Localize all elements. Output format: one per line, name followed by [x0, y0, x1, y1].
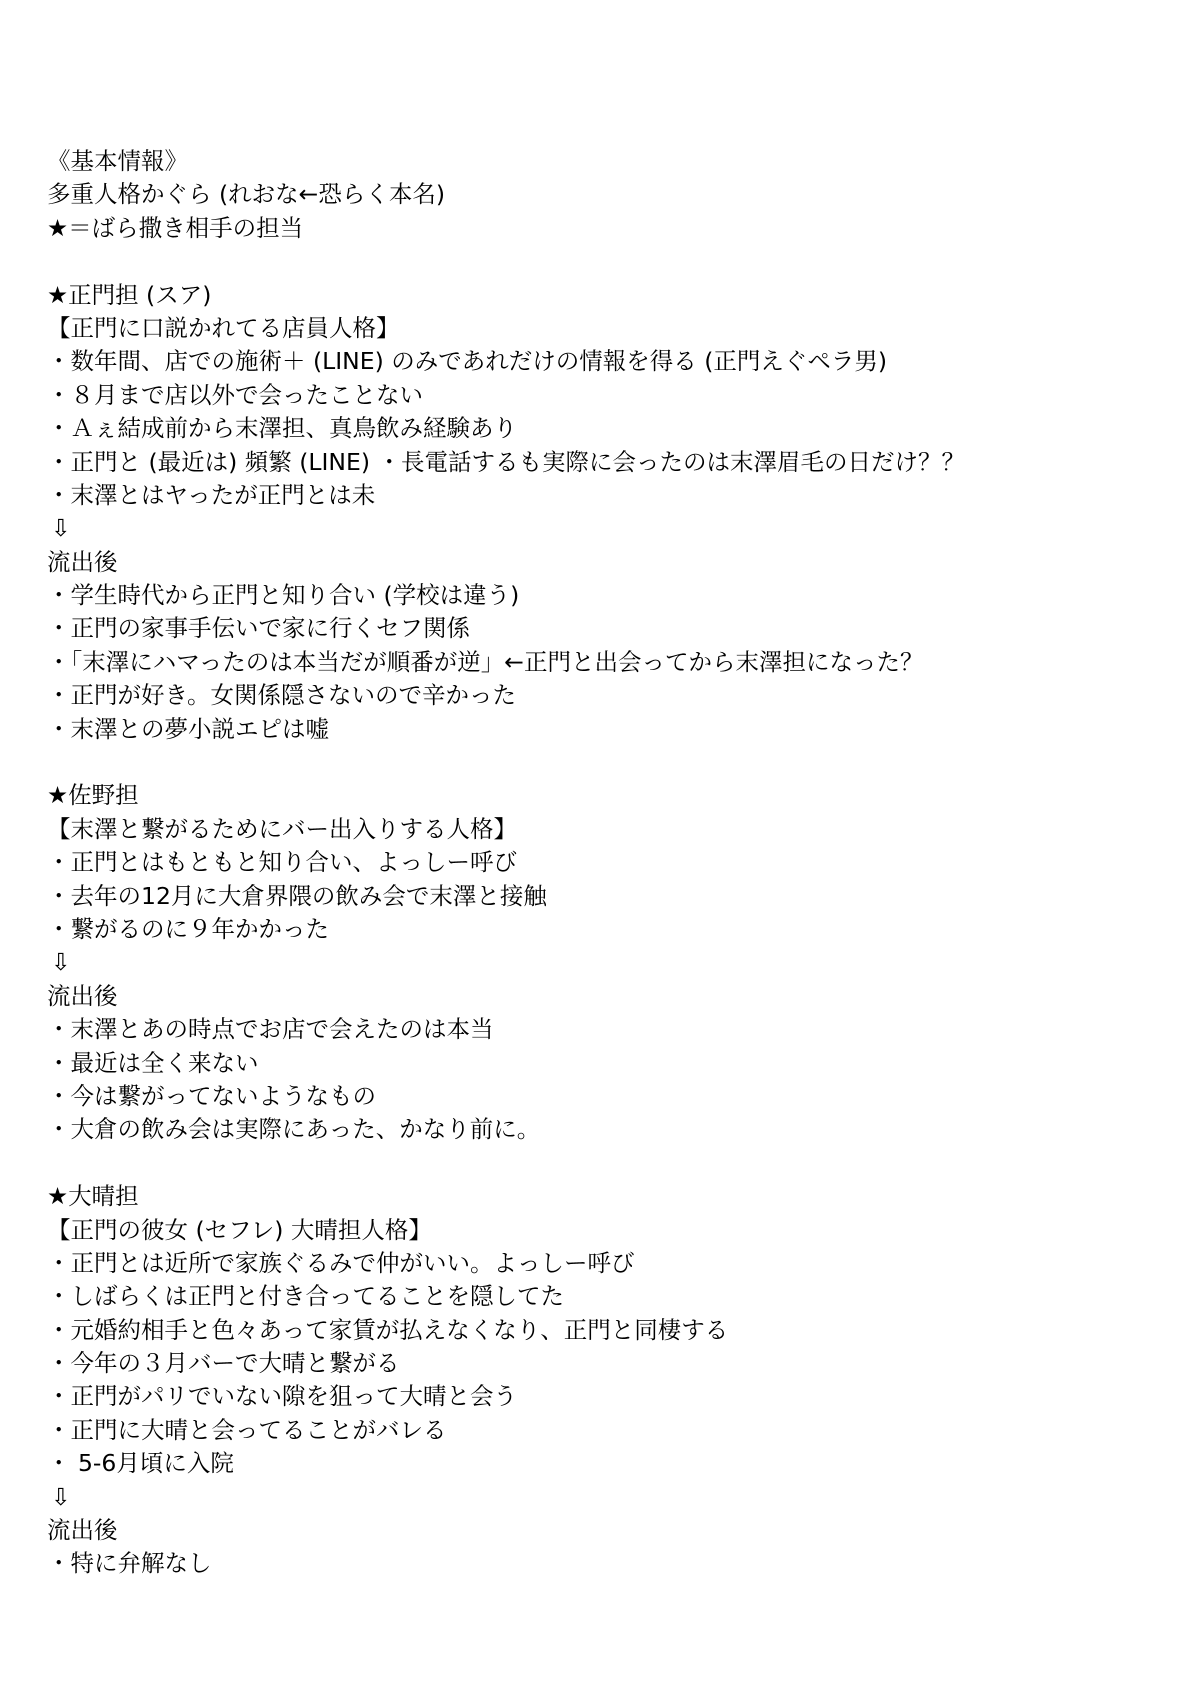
list-item: ・正門が好き。女関係隠さないので辛かった [47, 681, 517, 710]
list-item: ・学生時代から正門と知り合い (学校は違う) [47, 581, 520, 610]
list-item: ・「末澤にハマったのは本当だが順番が逆」←正門と出会ってから末澤担になった？ [47, 647, 924, 676]
list-item: ・大倉の飲み会は実際にあった、かなり前に。 [47, 1115, 541, 1144]
down-arrow-icon: ⇩ [51, 514, 71, 543]
list-item: ・ 5-6月頃に入院 [47, 1449, 234, 1478]
intro-line: ★＝ばら撒き相手の担当 [47, 213, 304, 242]
section-title: ★大晴担 [47, 1182, 139, 1211]
list-item: ・末澤とはヤったが正門とは未 [47, 480, 376, 509]
list-item: ・しばらくは正門と付き合ってることを隠してた [47, 1282, 564, 1311]
list-item: ・正門と (最近は) 頻繁 (LINE) ・長電話するも実際に会ったのは末澤眉毛の日だけ？？ [47, 447, 966, 476]
section-title: ★正門担 (スア) [47, 280, 212, 309]
list-item: ・末澤との夢小説エピは嘘 [47, 714, 329, 743]
down-arrow-icon: ⇩ [51, 948, 71, 977]
list-item: ・正門の家事手伝いで家に行くセフ関係 [47, 614, 470, 643]
down-arrow-icon: ⇩ [51, 1482, 71, 1511]
list-item: ・今年の３月バーで大晴と繋がる [47, 1349, 400, 1378]
list-item: ・８月まで店以外で会ったことない [47, 380, 423, 409]
intro-line: 多重人格かぐら (れおな←恐らく本名) [47, 180, 445, 209]
section-title: ★佐野担 [47, 781, 139, 810]
after-label: 流出後 [47, 547, 118, 576]
section-subtitle: 【正門に口説かれてる店員人格】 [47, 313, 400, 342]
list-item: ・Ａぇ結成前から末澤担、真鳥飲み経験あり [47, 414, 517, 443]
section-subtitle: 【正門の彼女 (セフレ) 大晴担人格】 [47, 1215, 432, 1244]
list-item: ・正門とはもともと知り合い、よっしー呼び [47, 848, 517, 877]
list-item: ・末澤とあの時点でお店で会えたのは本当 [47, 1015, 494, 1044]
after-label: 流出後 [47, 1516, 118, 1545]
list-item: ・元婚約相手と色々あって家賃が払えなくなり、正門と同棲する [47, 1315, 729, 1344]
section-subtitle: 【末澤と繋がるためにバー出入りする人格】 [47, 814, 517, 843]
list-item: ・今は繋がってないようなもの [47, 1081, 376, 1110]
list-item: ・繋がるのに９年かかった [47, 914, 329, 943]
list-item: ・正門とは近所で家族ぐるみで仲がいい。よっしー呼び [47, 1248, 635, 1277]
list-item: ・正門に大晴と会ってることがバレる [47, 1415, 447, 1444]
spacer [47, 746, 1150, 779]
list-item: ・正門がパリでいない隙を狙って大晴と会う [47, 1382, 517, 1411]
document-body [47, 145, 1150, 1581]
after-label: 流出後 [47, 981, 118, 1010]
list-item: ・去年の12月に大倉界隈の飲み会で末澤と接触 [47, 881, 547, 910]
spacer [47, 245, 1150, 278]
intro-heading: 《基本情報》 [47, 147, 188, 175]
list-item: ・数年間、店での施術＋ (LINE) のみであれだけの情報を得る (正門えぐペラ男) [47, 347, 888, 376]
list-item: ・特に弁解なし [47, 1549, 212, 1578]
list-item: ・最近は全く来ない [47, 1048, 259, 1077]
spacer [47, 1147, 1150, 1180]
